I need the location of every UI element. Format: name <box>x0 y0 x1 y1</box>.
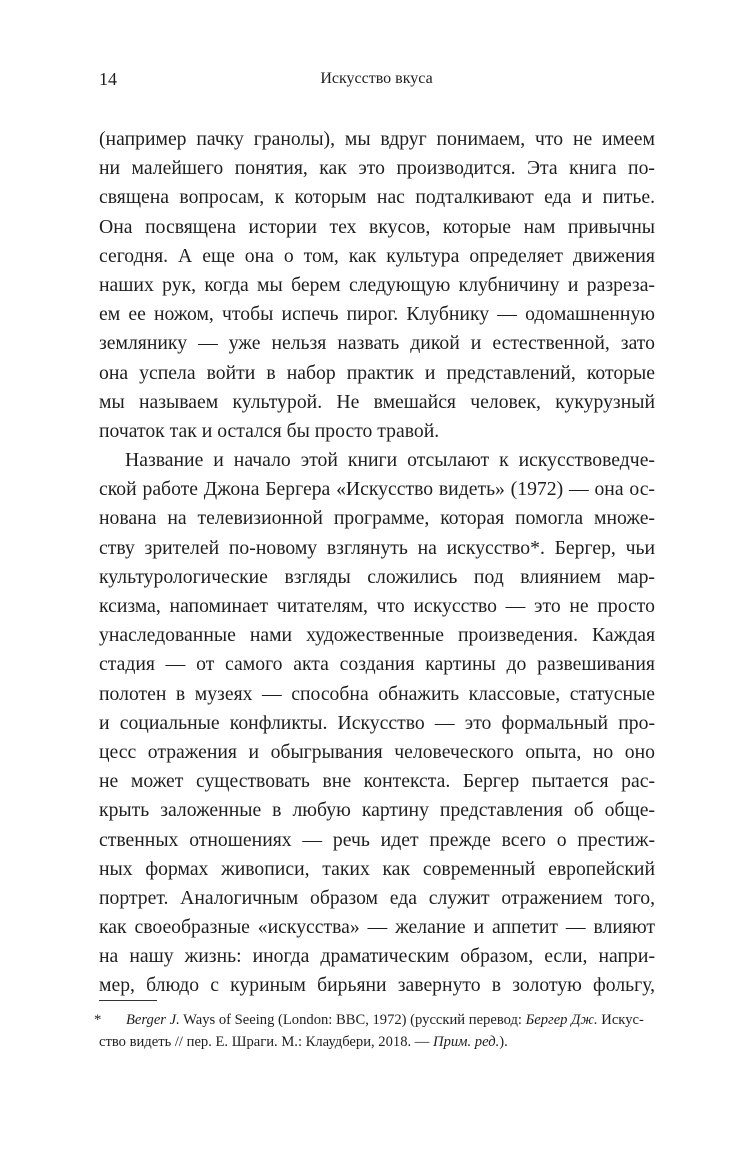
paragraph-last-line: початок так и остался бы просто травой. <box>99 419 440 442</box>
text-line: ных формах живописи, таких как современный европейский <box>99 857 655 880</box>
text-line: не может существовать вне контекста. Бергер пытается рас- <box>99 770 655 793</box>
footnote-text: Ways of Seeing (London: BBC, 1972) (русский перевод: <box>179 1012 526 1028</box>
text-line: сегодня. А еще она о том, как культура определяет движения <box>99 244 655 267</box>
footnote-text: Искус- <box>597 1012 644 1028</box>
running-head <box>0 66 753 92</box>
footnote-editor-note: Прим. ред. <box>433 1034 500 1050</box>
text-line: стадия — от самого акта создания картины до развешивания <box>99 653 655 676</box>
body-text <box>99 125 655 1001</box>
footnote-divider <box>99 1000 157 1001</box>
text-line: как своеобразные «искусства» — желание и аппетит — влияют <box>99 916 655 939</box>
footnote-marker: * <box>94 1012 102 1028</box>
text-line: мы называем культурой. Не вмешайся человек, кукурузный <box>99 390 655 413</box>
footnote-translator: Бергер Дж. <box>525 1012 598 1028</box>
footnote-author: Berger J. <box>126 1012 180 1028</box>
footnote-line <box>99 1031 655 1053</box>
text-line: наших рук, когда мы берем следующую клубничину и разреза- <box>99 273 655 296</box>
footnote-line <box>99 1009 655 1031</box>
running-title: Искусство вкуса <box>320 70 433 87</box>
text-line: культурологические взгляды сложились под влиянием мар- <box>99 565 655 588</box>
text-line: унаследованные нами художественные произведения. Каждая <box>99 624 655 647</box>
text-line: портрет. Аналогичным образом еда служит отражением того, <box>99 886 655 909</box>
text-line: ни малейшего понятия, как это производится. Эта книга по- <box>99 157 655 180</box>
text-line: мер, блюдо с куриным бирьяни завернуто в золотую фольгу, <box>99 974 655 997</box>
text-line: нована на телевизионной программе, которая помогла множе- <box>99 507 655 530</box>
text-line: она успела войти в набор практик и представлений, которые <box>99 361 655 384</box>
footnote-text: ство видеть // пер. Е. Шраги. М.: Клаудбери, 2018. — <box>99 1034 434 1050</box>
text-line: и социальные конфликты. Искусство — это формальный про- <box>99 711 655 734</box>
page-number: 14 <box>99 69 117 89</box>
text-line: ксизма, напоминает читателям, что искусство — это не просто <box>99 595 655 617</box>
text-line: священа вопросам, к которым нас подталкивают еда и питье. <box>99 186 655 209</box>
text-line: ству зрителей по-новому взглянуть на искусство*. Бергер, чьи <box>99 536 655 559</box>
text-line: на нашу жизнь: иногда драматическим образом, если, напри- <box>99 945 655 968</box>
text-line: землянику — уже нельзя назвать дикой и естественной, зато <box>99 332 655 355</box>
text-line: Она посвящена истории тех вкусов, которые нам привычны <box>99 215 655 238</box>
text-line: ем ее ножом, чтобы испечь пирог. Клубнику — одомашненную <box>99 303 655 326</box>
footnote <box>94 1009 655 1053</box>
text-line: ской работе Джона Бергера «Искусство видеть» (1972) — она ос- <box>99 478 655 501</box>
text-line: полотен в музеях — способна обнажить классовые, статусные <box>99 682 655 705</box>
footnote-text: ). <box>499 1034 508 1050</box>
text-line: ственных отношениях — речь идет прежде всего о престиж- <box>99 828 655 851</box>
paragraph-first-line: Название и начало этой книги отсылают к искусствоведче- <box>125 449 655 472</box>
text-line: крыть заложенные в любую картину представления об обще- <box>99 799 655 822</box>
text-line: цесс отражения и обыгрывания человеческого опыта, но оно <box>99 740 655 763</box>
text-line: (например пачку гранолы), мы вдруг понимаем, что не имеем <box>99 128 655 150</box>
